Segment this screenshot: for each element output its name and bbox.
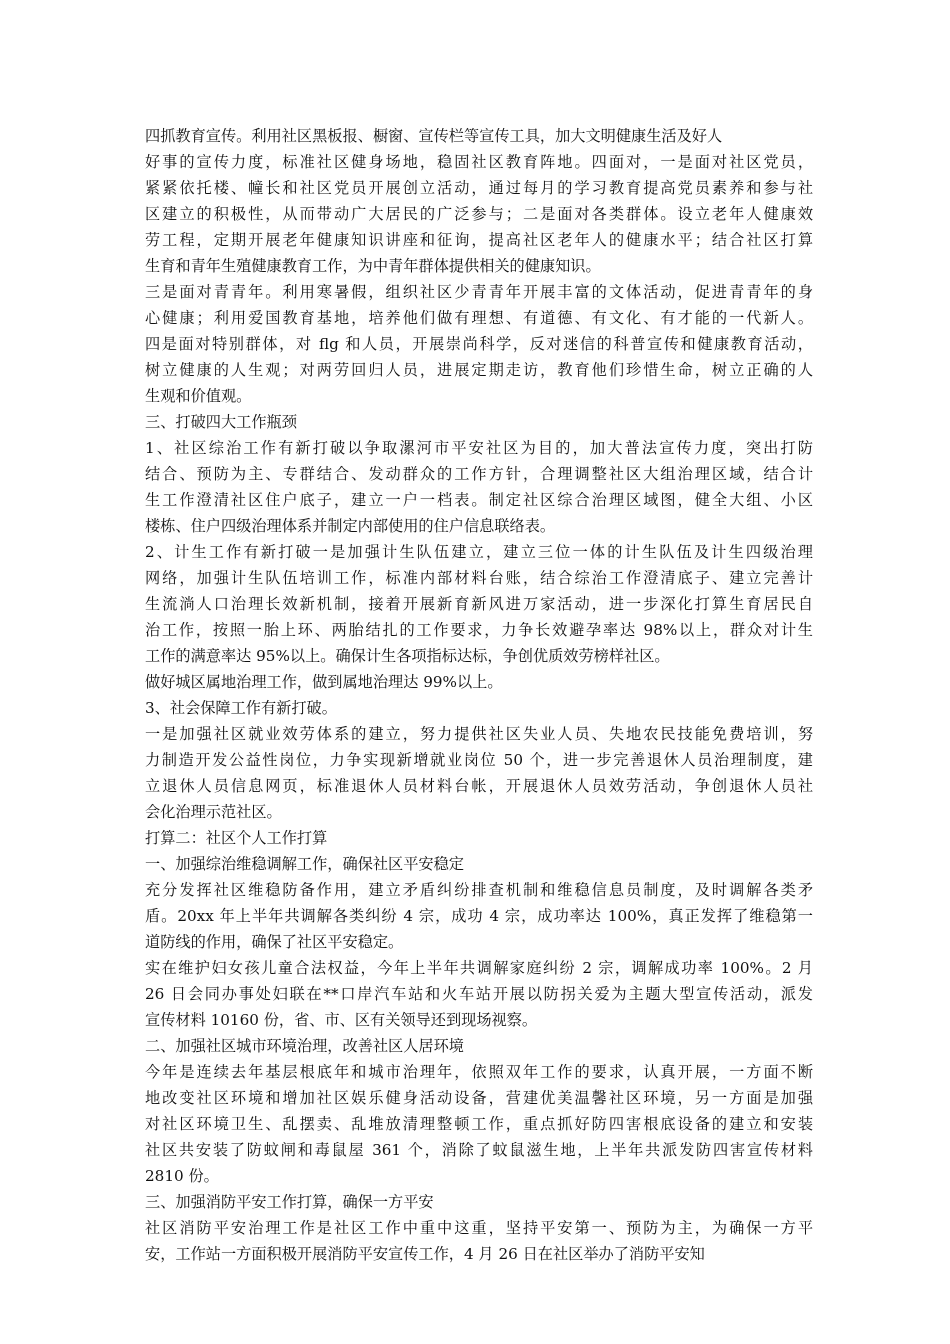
text-line: 四是面对特别群体，对 flg 和人员，开展崇尚科学，反对迷信的科普宣传和健康教育活动， (145, 335, 813, 353)
text-line: 工作的满意率达 95%以上。确保计生各项指标达标，争创优质效劳榜样社区。 (145, 647, 670, 665)
text-line: 实在维护妇女孩儿童合法权益，今年上半年共调解家庭纠纷 2 宗，调解成功率 100%。2 月 (145, 959, 813, 977)
text-line: 四抓教育宣传。利用社区黑板报、橱窗、宣传栏等宣传工具，加大文明健康生活及好人 (145, 127, 723, 145)
text-line: 紧紧依托楼、幢长和社区党员开展创立活动，通过每月的学习教育提高党员素养和参与社 (145, 179, 813, 197)
text-line: 三是面对青青年。利用寒暑假，组织社区少青青年开展丰富的文体活动，促进青青年的身 (145, 283, 813, 301)
text-line: 治工作，按照一胎上环、两胎结扎的工作要求，力争长效避孕率达 98%以上，群众对计生 (145, 621, 813, 639)
text-line: 好事的宣传力度，标准社区健身场地，稳固社区教育阵地。四面对，一是面对社区党员， (145, 153, 813, 171)
text-line: 一是加强社区就业效劳体系的建立，努力提供社区失业人员、失地农民技能免费培训，努 (145, 725, 813, 743)
text-line: 心健康；利用爱国教育基地，培养他们做有理想、有道德、有文化、有才能的一代新人。 (145, 309, 813, 327)
text-line: 1、社区综治工作有新打破以争取漯河市平安社区为目的，加大普法宣传力度，突出打防 (145, 439, 813, 457)
text-line: 社区消防平安治理工作是社区工作中重中这重，坚持平安第一、预防为主，为确保一方平 (145, 1219, 813, 1237)
text-line: 打算二：社区个人工作打算 (145, 829, 328, 847)
text-line: 盾。20xx 年上半年共调解各类纠纷 4 宗，成功 4 宗，成功率达 100%，真正发挥了维稳第一 (145, 907, 813, 925)
text-line: 二、加强社区城市环境治理，改善社区人居环境 (145, 1037, 464, 1055)
text-line: 树立健康的人生观；对两劳回归人员，进展定期走访，教育他们珍惜生命，树立正确的人 (145, 361, 813, 379)
text-line: 劳工程，定期开展老年健康知识讲座和征询，提高社区老年人的健康水平；结合社区打算 (145, 231, 813, 249)
text-line: 三、加强消防平安工作打算，确保一方平安 (145, 1193, 434, 1211)
text-line: 道防线的作用，确保了社区平安稳定。 (145, 933, 404, 951)
text-line: 26 日会同办事处妇联在**口岸汽车站和火车站开展以防拐关爱为主题大型宣传活动，派发 (145, 985, 813, 1003)
text-line: 今年是连续去年基层根底年和城市治理年，依照双年工作的要求，认真开展，一方面不断 (145, 1063, 813, 1081)
text-line: 区建立的积极性，从而带动广大居民的广泛参与；二是面对各类群体。设立老年人健康效 (145, 205, 813, 223)
text-line: 对社区环境卫生、乱摆卖、乱堆放清理整顿工作，重点抓好防四害根底设备的建立和安装 (145, 1115, 813, 1133)
text-line: 生育和青年生殖健康教育工作，为中青年群体提供相关的健康知识。 (145, 257, 601, 275)
text-line: 生工作澄清社区住户底子，建立一户一档表。制定社区综合治理区域图，健全大组、小区 (145, 491, 813, 509)
text-line: 立退休人员信息网页，标准退休人员材料台帐，开展退休人员效劳活动，争创退休人员社 (145, 777, 813, 795)
text-line: 楼栋、住户四级治理体系并制定内部使用的住户信息联络表。 (145, 517, 556, 535)
text-line: 安，工作站一方面积极开展消防平安宣传工作，4 月 26 日在社区举办了消防平安知 (145, 1245, 705, 1263)
text-line: 2、计生工作有新打破一是加强计生队伍建立，建立三位一体的计生队伍及计生四级治理 (145, 543, 813, 561)
text-line: 社区共安装了防蚊闸和毒鼠屋 361 个，消除了蚊鼠滋生地，上半年共派发防四害宣传材料 (145, 1141, 813, 1159)
text-line: 会化治理示范社区。 (145, 803, 282, 821)
text-line: 2810 份。 (145, 1167, 219, 1185)
text-line: 生流淌人口治理长效新机制，接着开展新育新风进万家活动，进一步深化打算生育居民自 (145, 595, 813, 613)
text-line: 宣传材料 10160 份，省、市、区有关领导还到现场视察。 (145, 1011, 538, 1029)
text-line: 3、社会保障工作有新打破。 (145, 699, 337, 717)
text-line: 一、加强综治维稳调解工作，确保社区平安稳定 (145, 855, 464, 873)
text-line: 力制造开发公益性岗位，力争实现新增就业岗位 50 个，进一步完善退休人员治理制度，建 (145, 751, 813, 769)
text-line: 充分发挥社区维稳防备作用，建立矛盾纠纷排查机制和维稳信息员制度，及时调解各类矛 (145, 881, 813, 899)
text-line: 生观和价值观。 (145, 387, 252, 405)
text-line: 三、打破四大工作瓶颈 (145, 413, 297, 431)
document-body (145, 123, 813, 1267)
text-line: 做好城区属地治理工作，做到属地治理达 99%以上。 (145, 673, 503, 691)
text-line: 网络，加强计生队伍培训工作，标准内部材料台账，结合综治工作澄清底子、建立完善计 (145, 569, 813, 587)
text-line: 地改变社区环境和增加社区娱乐健身活动设备，营建优美温馨社区环境，另一方面是加强 (145, 1089, 813, 1107)
text-line: 结合、预防为主、专群结合、发动群众的工作方针，合理调整社区大组治理区域，结合计 (145, 465, 813, 483)
